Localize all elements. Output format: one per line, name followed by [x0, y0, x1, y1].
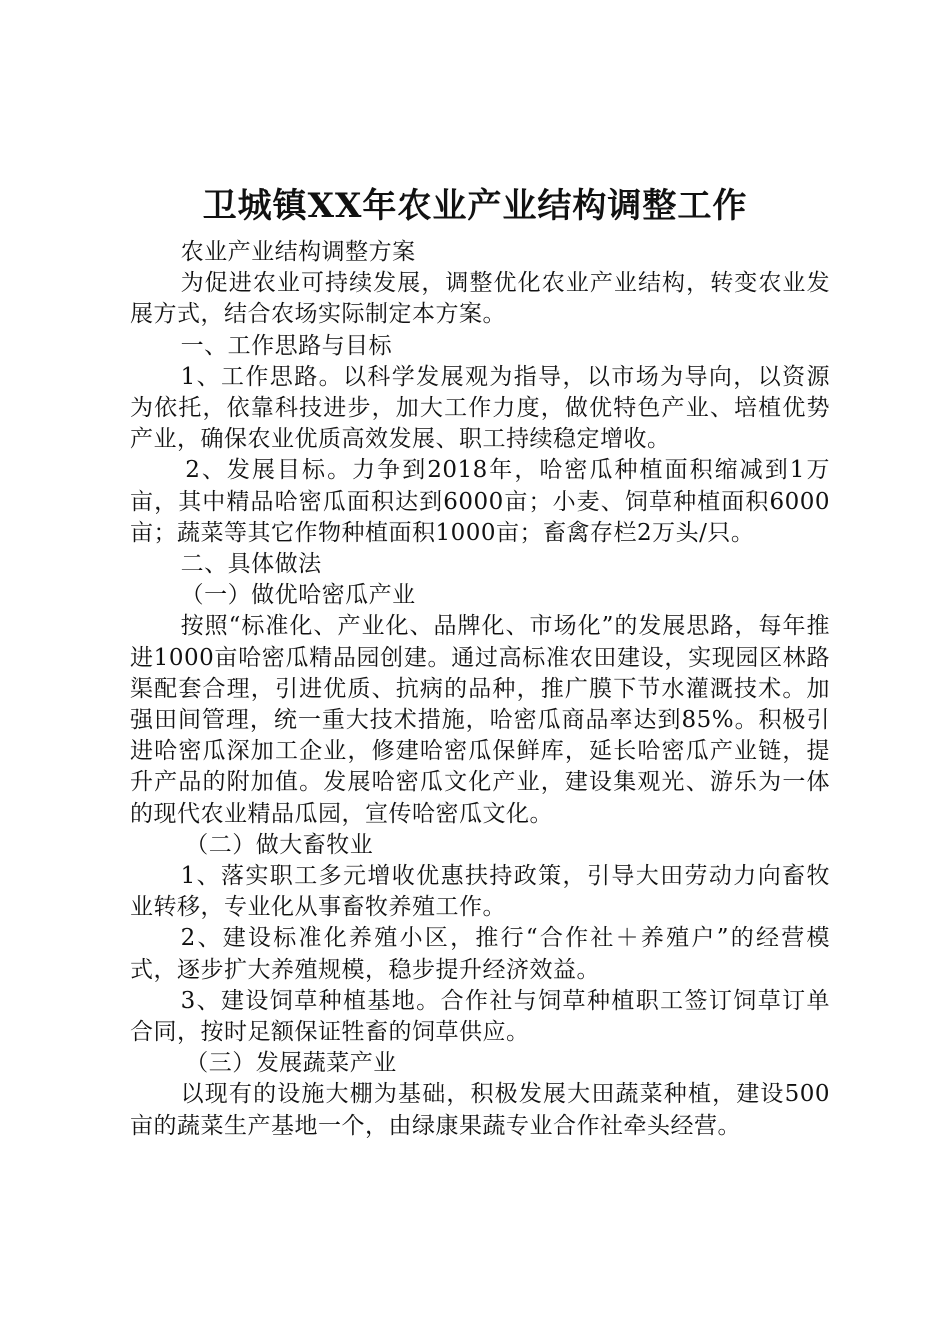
paragraph: 以现有的设施大棚为基础，积极发展大田蔬菜种植，建设500亩的蔬菜生产基地一个，由绿康果蔬专业合作社牵头经营。 — [130, 1081, 830, 1139]
paragraph: 2、发展目标。力争到2018年，哈密瓜种植面积缩减到1万亩，其中精品哈密瓜面积达到6000亩；小麦、饲草种植面积6000亩；蔬菜等其它作物种植面积1000亩；畜禽存栏2万头/只。 — [130, 457, 830, 546]
subsection-heading: （一）做优哈密瓜产业 — [180, 582, 416, 609]
document-body — [130, 237, 830, 1142]
subsection-heading: （三）发展蔬菜产业 — [185, 1050, 397, 1077]
paragraph: 3、建设饲草种植基地。合作社与饲草种植职工签订饲草订单合同，按时足额保证牲畜的饲草供应。 — [130, 987, 830, 1046]
subsection-heading: （二）做大畜牧业 — [185, 831, 374, 858]
section-heading: 一、工作思路与目标 — [180, 332, 393, 359]
paragraph: 1、工作思路。以科学发展观为指导，以市场为导向，以资源为依托，依靠科技进步，加大工作力度，做优特色产业、培植优势产业，确保农业优质高效发展、职工持续稳定增收。 — [130, 363, 830, 453]
paragraph: 1、落实职工多元增收优惠扶持政策，引导大田劳动力向畜牧业转移，专业化从事畜牧养殖工作。 — [130, 863, 830, 921]
paragraph: 农业产业结构调整方案 — [180, 239, 416, 265]
paragraph: 按照“标准化、产业化、品牌化、市场化”的发展思路，每年推进1000亩哈密瓜精品园创建。通过高标准农田建设，实现园区林路渠配套合理，引进优质、抗病的品种，推广膜下节水灌溉技术。加强田间管理，统一重大技术措施，哈密瓜商品率达到85%。积极引进哈密瓜深加工企业，修建哈密瓜保鲜库，延长哈密瓜产业链，提升产品的附加值。发展哈密瓜文化产业，建设集观光、游乐为一体的现代农业精品瓜园，宣传哈密瓜文化。 — [130, 613, 830, 827]
paragraph: 2、建设标准化养殖小区，推行“合作社＋养殖户”的经营模式，逐步扩大养殖规模，稳步提升经济效益。 — [130, 925, 830, 983]
section-heading: 二、具体做法 — [180, 551, 322, 578]
document-title: 卫城镇XX年农业产业结构调整工作 — [202, 186, 748, 226]
paragraph: 为促进农业可持续发展，调整优化农业产业结构，转变农业发展方式，结合农场实际制定本方案。 — [130, 270, 830, 328]
